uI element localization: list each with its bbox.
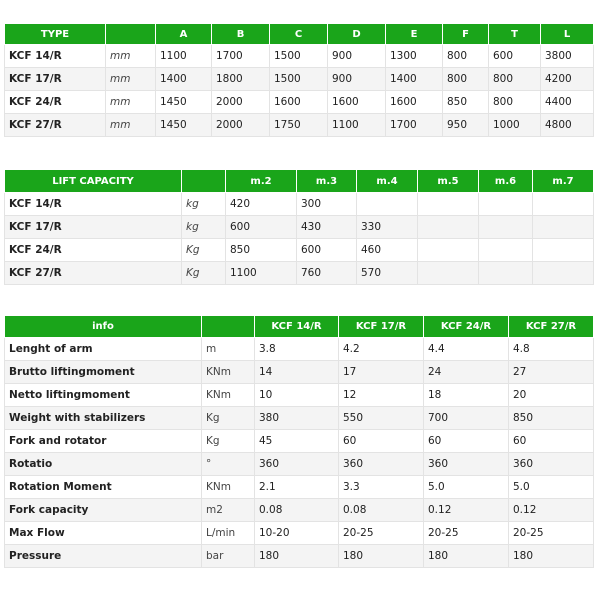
unit-cell: Kg [202, 407, 255, 430]
value-cell [479, 216, 533, 239]
value-cell: 430 [297, 216, 357, 239]
unit-cell: bar [202, 545, 255, 568]
col-header-c: C [270, 24, 328, 45]
value-cell [479, 193, 533, 216]
col-header-kcf17r: KCF 17/R [339, 316, 424, 338]
value-cell: 300 [297, 193, 357, 216]
table-row [5, 68, 594, 91]
spec-label-cell: Weight with stabilizers [5, 407, 202, 430]
value-cell: 1750 [270, 114, 328, 137]
value-cell: 45 [255, 430, 339, 453]
col-header-m4: m.4 [357, 170, 418, 193]
value-cell: 850 [443, 91, 489, 114]
spec-label-cell: Pressure [5, 545, 202, 568]
model-cell: KCF 14/R [5, 193, 182, 216]
value-cell: 0.12 [424, 499, 509, 522]
col-header-t: T [489, 24, 541, 45]
spec-label-cell: Max Flow [5, 522, 202, 545]
col-header-m7: m.7 [533, 170, 594, 193]
value-cell: 60 [424, 430, 509, 453]
value-cell: 20-25 [339, 522, 424, 545]
value-cell: 60 [509, 430, 594, 453]
table-row [5, 361, 594, 384]
value-cell: 360 [424, 453, 509, 476]
value-cell: 4.8 [509, 338, 594, 361]
info-header-row [5, 316, 594, 338]
table-row [5, 430, 594, 453]
value-cell: 60 [339, 430, 424, 453]
value-cell: 1600 [386, 91, 443, 114]
value-cell: 1400 [156, 68, 212, 91]
value-cell: 2000 [212, 91, 270, 114]
table-row [5, 384, 594, 407]
spec-label-cell: Fork and rotator [5, 430, 202, 453]
value-cell: 950 [443, 114, 489, 137]
value-cell: 1600 [328, 91, 386, 114]
unit-cell: Kg [182, 262, 226, 285]
value-cell: 800 [489, 91, 541, 114]
value-cell: 24 [424, 361, 509, 384]
value-cell: 850 [226, 239, 297, 262]
value-cell: 1500 [270, 68, 328, 91]
lift-capacity-header-row [5, 170, 594, 193]
unit-cell: mm [106, 91, 156, 114]
value-cell: 0.12 [509, 499, 594, 522]
spec-label-cell: Rotation Moment [5, 476, 202, 499]
table-row [5, 499, 594, 522]
value-cell: 360 [509, 453, 594, 476]
table-row [5, 262, 594, 285]
value-cell: 700 [424, 407, 509, 430]
unit-cell: Kg [202, 430, 255, 453]
value-cell [533, 216, 594, 239]
col-header-kcf24r: KCF 24/R [424, 316, 509, 338]
table-row [5, 453, 594, 476]
model-cell: KCF 24/R [5, 91, 106, 114]
col-header-unit [182, 170, 226, 193]
value-cell: 460 [357, 239, 418, 262]
table-row [5, 239, 594, 262]
spec-label-cell: Netto liftingmoment [5, 384, 202, 407]
unit-cell: Kg [182, 239, 226, 262]
value-cell: 420 [226, 193, 297, 216]
value-cell: 360 [339, 453, 424, 476]
value-cell [533, 193, 594, 216]
value-cell [357, 193, 418, 216]
value-cell: 600 [226, 216, 297, 239]
col-header-unit [106, 24, 156, 45]
unit-cell: KNm [202, 476, 255, 499]
unit-cell: KNm [202, 361, 255, 384]
unit-cell: L/min [202, 522, 255, 545]
value-cell [533, 262, 594, 285]
value-cell: 600 [489, 45, 541, 68]
value-cell [418, 239, 479, 262]
dimensions-table [4, 23, 594, 137]
value-cell: 10 [255, 384, 339, 407]
value-cell: 2000 [212, 114, 270, 137]
value-cell [479, 262, 533, 285]
value-cell: 180 [424, 545, 509, 568]
col-header-m6: m.6 [479, 170, 533, 193]
value-cell: 0.08 [255, 499, 339, 522]
value-cell: 1800 [212, 68, 270, 91]
model-cell: KCF 27/R [5, 114, 106, 137]
value-cell: 850 [509, 407, 594, 430]
model-cell: KCF 24/R [5, 239, 182, 262]
value-cell: 20-25 [509, 522, 594, 545]
table-row [5, 545, 594, 568]
col-header-m5: m.5 [418, 170, 479, 193]
col-header-info: info [5, 316, 202, 338]
value-cell: 1450 [156, 91, 212, 114]
value-cell: 1100 [226, 262, 297, 285]
value-cell: 330 [357, 216, 418, 239]
value-cell: 600 [297, 239, 357, 262]
unit-cell: mm [106, 68, 156, 91]
spec-label-cell: Brutto liftingmoment [5, 361, 202, 384]
table-row [5, 338, 594, 361]
value-cell: 570 [357, 262, 418, 285]
value-cell: 20-25 [424, 522, 509, 545]
unit-cell: kg [182, 193, 226, 216]
value-cell: 17 [339, 361, 424, 384]
value-cell: 1100 [328, 114, 386, 137]
unit-cell: ° [202, 453, 255, 476]
table-row [5, 476, 594, 499]
col-header-d: D [328, 24, 386, 45]
value-cell: 2.1 [255, 476, 339, 499]
value-cell: 800 [443, 45, 489, 68]
value-cell: 4200 [541, 68, 594, 91]
value-cell: 20 [509, 384, 594, 407]
value-cell: 900 [328, 45, 386, 68]
table-row [5, 522, 594, 545]
value-cell: 4.4 [424, 338, 509, 361]
value-cell: 1400 [386, 68, 443, 91]
table-row [5, 114, 594, 137]
lift-capacity-table [4, 169, 594, 285]
value-cell: 550 [339, 407, 424, 430]
col-header-m3: m.3 [297, 170, 357, 193]
unit-cell: mm [106, 114, 156, 137]
value-cell: 1600 [270, 91, 328, 114]
value-cell: 1700 [212, 45, 270, 68]
value-cell: 380 [255, 407, 339, 430]
col-header-a: A [156, 24, 212, 45]
value-cell: 4800 [541, 114, 594, 137]
value-cell: 1500 [270, 45, 328, 68]
model-cell: KCF 14/R [5, 45, 106, 68]
col-header-b: B [212, 24, 270, 45]
value-cell: 1300 [386, 45, 443, 68]
value-cell: 360 [255, 453, 339, 476]
col-header-f: F [443, 24, 489, 45]
value-cell [479, 239, 533, 262]
model-cell: KCF 27/R [5, 262, 182, 285]
table-row [5, 193, 594, 216]
value-cell [418, 216, 479, 239]
value-cell [418, 262, 479, 285]
value-cell: 800 [443, 68, 489, 91]
value-cell: 3.8 [255, 338, 339, 361]
col-header-l: L [541, 24, 594, 45]
value-cell: 800 [489, 68, 541, 91]
spec-label-cell: Rotatio [5, 453, 202, 476]
value-cell: 5.0 [509, 476, 594, 499]
value-cell [418, 193, 479, 216]
value-cell: 760 [297, 262, 357, 285]
model-cell: KCF 17/R [5, 68, 106, 91]
unit-cell: mm [106, 45, 156, 68]
table-row [5, 407, 594, 430]
value-cell: 14 [255, 361, 339, 384]
col-header-m2: m.2 [226, 170, 297, 193]
col-header-type: TYPE [5, 24, 106, 45]
info-table [4, 315, 594, 568]
value-cell: 10-20 [255, 522, 339, 545]
value-cell: 1100 [156, 45, 212, 68]
value-cell: 0.08 [339, 499, 424, 522]
spec-label-cell: Lenght of arm [5, 338, 202, 361]
col-header-kcf27r: KCF 27/R [509, 316, 594, 338]
value-cell: 4400 [541, 91, 594, 114]
value-cell: 1450 [156, 114, 212, 137]
value-cell: 18 [424, 384, 509, 407]
col-header-unit [202, 316, 255, 338]
table-row [5, 216, 594, 239]
unit-cell: KNm [202, 384, 255, 407]
unit-cell: kg [182, 216, 226, 239]
value-cell: 180 [509, 545, 594, 568]
spec-label-cell: Fork capacity [5, 499, 202, 522]
value-cell: 1700 [386, 114, 443, 137]
table-row [5, 45, 594, 68]
dimensions-header-row [5, 24, 594, 45]
value-cell: 900 [328, 68, 386, 91]
value-cell: 5.0 [424, 476, 509, 499]
value-cell: 3800 [541, 45, 594, 68]
value-cell: 27 [509, 361, 594, 384]
value-cell: 1000 [489, 114, 541, 137]
value-cell: 3.3 [339, 476, 424, 499]
col-header-e: E [386, 24, 443, 45]
unit-cell: m2 [202, 499, 255, 522]
value-cell: 12 [339, 384, 424, 407]
table-row [5, 91, 594, 114]
model-cell: KCF 17/R [5, 216, 182, 239]
value-cell: 4.2 [339, 338, 424, 361]
col-header-kcf14r: KCF 14/R [255, 316, 339, 338]
value-cell: 180 [339, 545, 424, 568]
unit-cell: m [202, 338, 255, 361]
value-cell [533, 239, 594, 262]
value-cell: 180 [255, 545, 339, 568]
col-header-lift-capacity: LIFT CAPACITY [5, 170, 182, 193]
